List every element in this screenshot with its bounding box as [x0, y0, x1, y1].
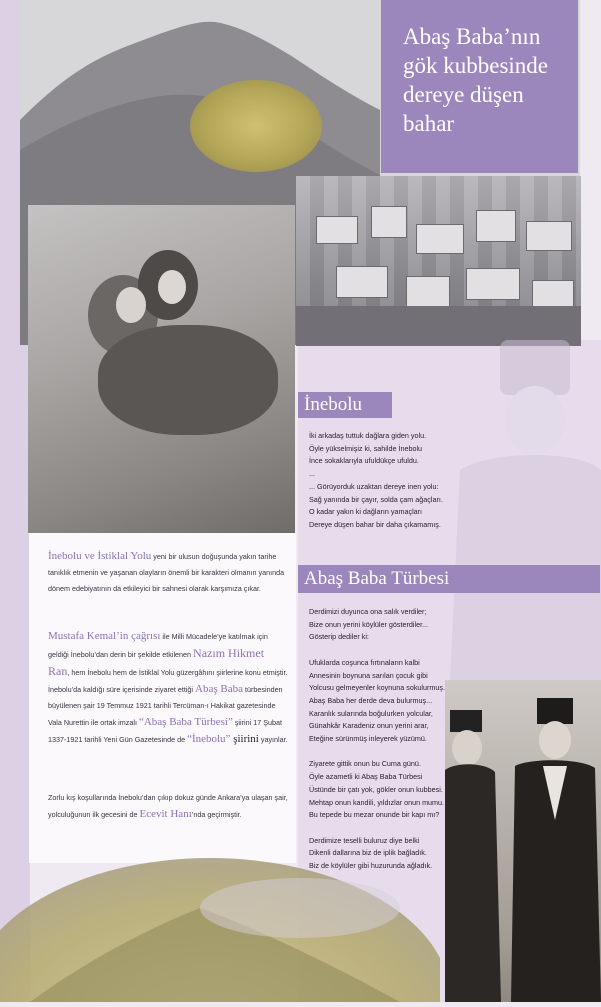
paragraph-nazim-hikmet	[48, 628, 288, 748]
poem-line: Gösterip dediler ki:	[309, 632, 369, 642]
poem-line: İnce sokaklarıyla ufuldükçe ufuldu.	[309, 456, 419, 466]
poem-line: Sağ yanında bir çayır, solda çam ağaçları.	[309, 494, 443, 504]
poem-line: Öyle azametli ki Abaş Baba Türbesi	[309, 772, 423, 782]
poem-line: ... Görüyorduk uzaktan dereye inen yolu:	[309, 481, 439, 491]
highlight-text: Ecevit Hanı	[139, 808, 192, 820]
town-photo	[296, 176, 581, 346]
poem-line: Üstünde bir çatı yok, gökler onun kubbesi.	[309, 784, 443, 794]
highlight-text: “İnebolu”	[187, 733, 231, 745]
poem-line: Öyle yükselmişiz ki, sahilde İnebolu	[309, 443, 423, 453]
paragraph-intro	[48, 548, 288, 597]
couple-photo	[28, 205, 295, 533]
poem-line: Bu tepede bu mezar onunde bir kapı mı?	[309, 810, 440, 820]
paragraph-text: türbesinden büyülenen şair 19 Temmuz 1921 tarihli Tercüman-ı Hakikat gazetesinde Vala Nurettin ile ortak imzalı	[48, 685, 283, 727]
paragraph-text: , hem İnebolu hem de İstiklal Yolu güzergâhını şiirlerine konu etmiştir. İnebolu’da kaldığı süre içerisinde ziyaret ettiği	[48, 668, 288, 694]
highlight-oval-photo	[190, 80, 322, 172]
landscape-bottom-photo	[0, 848, 440, 1002]
highlight-text: İnebolu ve İstiklal Yolu	[48, 550, 152, 562]
highlight-text: Abaş Baba	[195, 683, 243, 695]
poem-line: Dikenli dallarına biz de iplik bağladık.	[309, 848, 427, 858]
paragraph-text: şiirini	[230, 733, 259, 745]
highlight-text: Mustafa Kemal’in çağrısı	[48, 630, 161, 642]
paragraph-text: Zorlu kış koşullarında İnebolu’dan çıkıp dokuz günde Ankara’ya ulaşan şair, yolculuğunun ilk gecesini de	[48, 793, 288, 819]
paragraph-journey	[48, 790, 288, 823]
poem-line: İki arkadaş tuttuk dağlara giden yolu.	[309, 431, 427, 440]
poem-line: Mehtap onun kandili, yıldızlar onun mumu.	[309, 797, 445, 807]
highlight-text: Nazım Hikmet Ran	[48, 646, 265, 678]
two-men-photo	[445, 680, 601, 1002]
poem-line: Ufuklarda coşunca fırtınaların kalbi	[309, 657, 420, 667]
poem-line: Yolcusu gelmeyenler koynuna sokulurmuş.	[309, 683, 445, 693]
page-title: Abaş Baba’nın gök kubbesinde dereye düşen bahar	[403, 24, 549, 136]
poem-line	[309, 644, 479, 657]
poem-line: Derdimizi duyunca ona salık verdiler;	[309, 607, 427, 616]
poem-line: Karanlık sularında boğulurken yolcular,	[309, 708, 433, 718]
poem-line: Derdimize teselli buluruz diye belki	[309, 835, 420, 845]
section-heading-abas-baba: Abaş Baba Türbesi	[298, 565, 600, 593]
poem-line: Eteğine sürünmüş inleyerek yüzümü.	[309, 734, 427, 744]
paragraph-text: şiirini 17 Şubat 1337-1921 tarihli Yeni Gün Gazetesinde de	[48, 718, 282, 744]
poem-inebolu	[309, 430, 489, 532]
poem-line: Bize onun yerini köylüler gösterdiler...	[309, 619, 429, 629]
poem-line: Dereye düşen bahar bir daha çıkamamış.	[309, 519, 441, 529]
poem-line: ...	[309, 469, 315, 479]
poem-line: Annesinin boynuna sarılan çocuk gibi	[309, 670, 428, 680]
poem-line: Abaş Baba her derde deva bulurmuş...	[309, 695, 433, 705]
title-box	[381, 0, 578, 173]
paragraph-text: yeni bir ulusun doğuşunda yakın tarihe tanıklık etmenin ve yaşanan olayların önemli bir karakteri olmanın yanında dönem edebiyatının da etkileyici bir sahnesi olarak karşımıza çıkar.	[48, 552, 285, 593]
highlight-text: “Abaş Baba Türbesi”	[138, 716, 233, 728]
poem-line: Biz de köylüler gibi huzurunda ağladık.	[309, 861, 433, 871]
paragraph-text: ile Milli Mücadele’ye katılmak için geldiği İnebolu’dan derin bir şekilde etkilenen	[48, 632, 268, 659]
poem-line: Günahkâr Karadeniz onun yerini arar,	[309, 721, 429, 731]
paragraph-text: ’nda geçirmiştir.	[191, 810, 242, 819]
paragraph-text: yayınlar.	[258, 735, 288, 744]
poem-line: O kadar yakın ki dağların yamaçları	[309, 507, 423, 517]
section-heading-inebolu: İnebolu	[298, 392, 392, 418]
poem-line: Ziyarete gittik onun bu Cuma günü.	[309, 759, 421, 769]
